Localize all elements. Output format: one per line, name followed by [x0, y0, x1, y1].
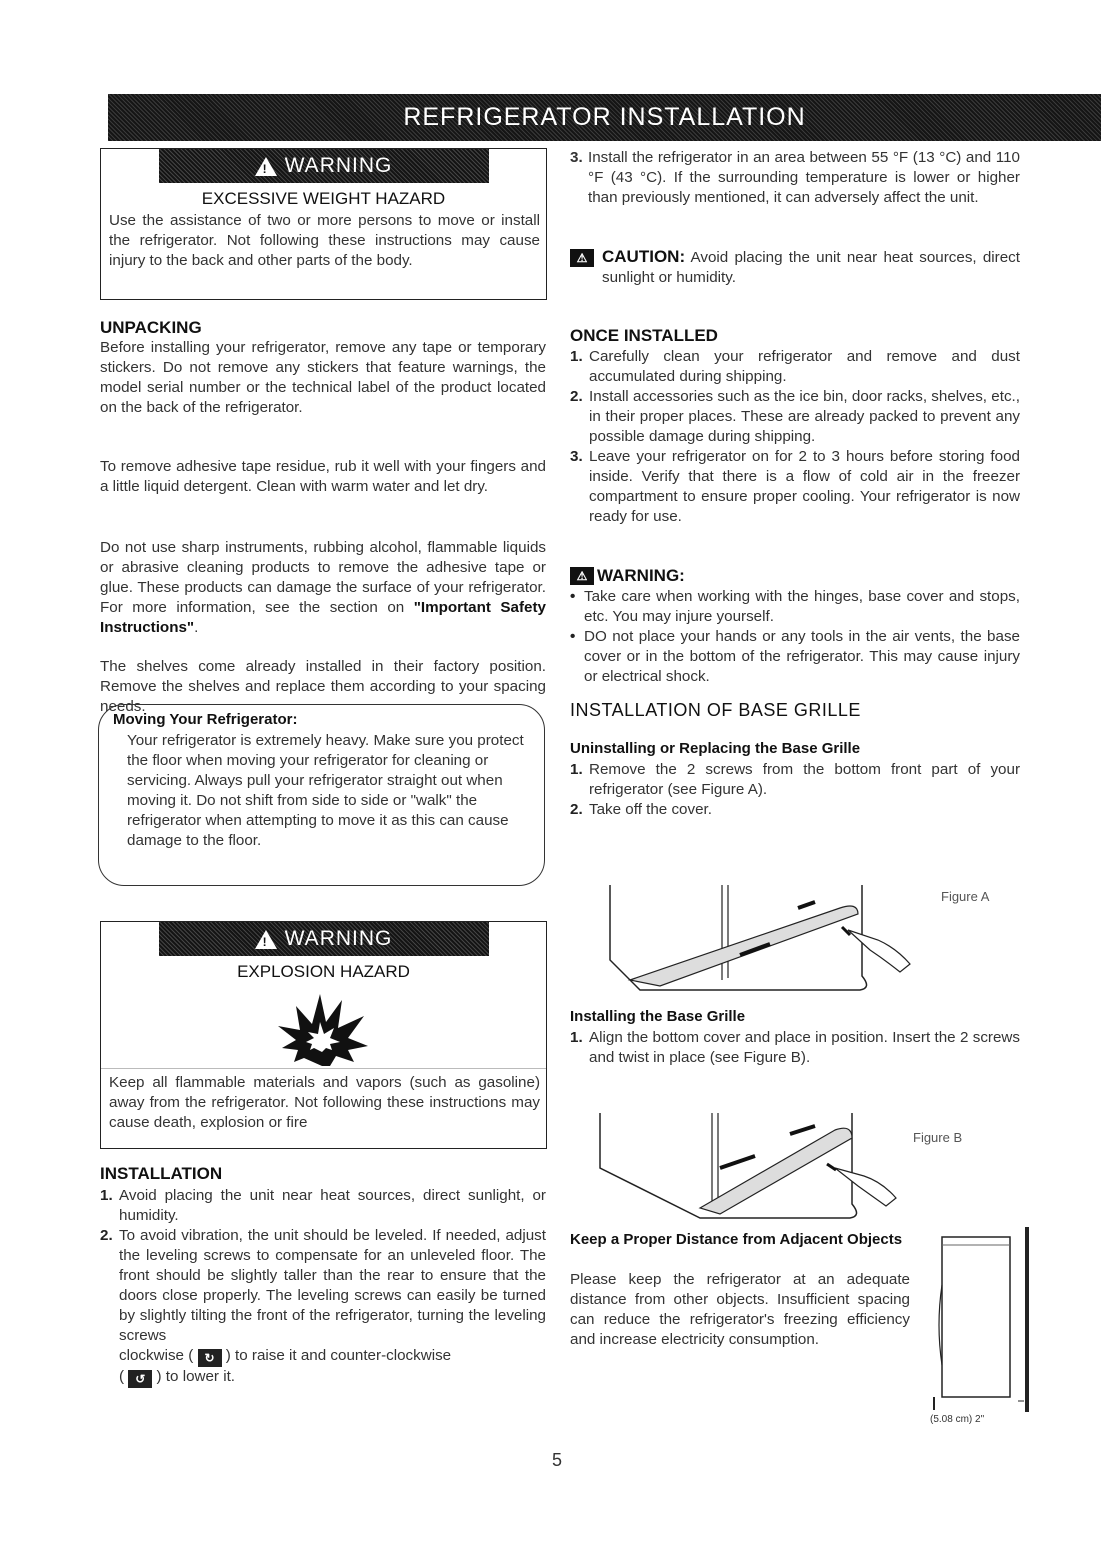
unpacking-title: UNPACKING — [100, 318, 202, 337]
caution-block: ⚠ CAUTION: Avoid placing the unit near heat sources, direct sunlight or humidity. — [570, 247, 1020, 288]
clockwise-line: clockwise ( ↻ ) to raise it and counter-clockwise — [119, 1347, 452, 1365]
moving-title: Moving Your Refrigerator: — [113, 711, 298, 728]
banner-title: REFRIGERATOR INSTALLATION — [403, 103, 806, 131]
warning-weight-title: EXCESSIVE WEIGHT HAZARD — [201, 189, 446, 208]
counterclockwise-line: ( ↺ ) to lower it. — [119, 1368, 236, 1386]
list-item: • DO not place your hands or any tools in the air vents, the base cover or in the bottom of the refrigerator. This may cause injury or electrical shock. — [570, 628, 1020, 685]
unpacking-p4: The shelves come already installed in their factory position. Remove the shelves and replace them according to your spacing needs. — [100, 658, 546, 715]
figure-b-illustration — [590, 1108, 920, 1228]
explosion-icon — [264, 988, 384, 1068]
list-item: 1. Avoid placing the unit near heat sources, direct sunlight, or humidity. — [100, 1187, 546, 1224]
warning-weight-box — [100, 148, 547, 300]
warning-icon: ⚠ — [570, 567, 594, 585]
explosion-text: Keep all flammable materials and vapors (such as gasoline) away from the refrigerator. Not following these instructions may cause death, explosion or fire — [101, 1068, 546, 1133]
page-banner — [108, 94, 1101, 141]
distance-title: Keep a Proper Distance from Adjacent Objects — [570, 1231, 903, 1248]
explosion-title: EXPLOSION HAZARD — [237, 962, 410, 981]
uninstall-list — [570, 760, 1020, 820]
list-item: • Take care when working with the hinges, base cover and stops, etc. You may injure yourself. — [570, 588, 1020, 625]
counterclockwise-icon: ↺ — [128, 1370, 152, 1388]
once-installed-list — [570, 347, 1020, 527]
list-item: 1. Remove the 2 screws from the bottom front part of your refrigerator (see Figure A). — [570, 761, 1020, 798]
install-temp-item: 3. Install the refrigerator in an area between 55 °F (13 °C) and 110 °F (43 °C). If the surrounding temperature is lower or higher than previously mentioned, it can adversely affect the unit. — [570, 149, 1020, 206]
warning-header: ! WARNING — [159, 149, 489, 183]
moving-box — [98, 704, 545, 886]
warning-icon — [255, 930, 277, 949]
install-subtitle: Installing the Base Grille — [570, 1008, 746, 1025]
installation-title: INSTALLATION — [100, 1164, 223, 1183]
warning-explosion-box — [100, 921, 547, 1149]
once-installed-title: ONCE INSTALLED — [570, 326, 718, 345]
warning3-list — [570, 587, 1020, 687]
warning-icon — [255, 157, 277, 176]
warning3-block: ⚠ WARNING: • Take care when working with the hinges, base cover and stops, etc. You may injure yourself. • DO not place your hands or any tools in the air vents, the base cover or in the bottom of the refrigerator. This may cause injury or electrical shock. — [570, 566, 1020, 685]
grille-title: INSTALLATION OF BASE GRILLE — [570, 700, 861, 720]
distance-measure: (5.08 cm) 2" — [930, 1414, 985, 1425]
caution-icon: ⚠ — [570, 249, 594, 267]
list-item: 2. To avoid vibration, the unit should be leveled. If needed, adjust the leveling screws to compensate for an unleveled floor. The front should be slightly taller than the rear to ensure that the doors close properly. The leveling screws can easily be turned by slightly tilting the front of the refrigerator, turning the leveling screws — [100, 1227, 546, 1344]
list-item: 2. Install accessories such as the ice bin, door racks, shelves, etc., in their proper places. These are already packed to prevent any possible damage during shipping. — [570, 388, 1020, 445]
unpacking-p2: To remove adhesive tape residue, rub it well with your fingers and a little liquid detergent. Clean with warm water and let dry. — [100, 458, 546, 495]
warning-header-2: ! WARNING — [159, 922, 489, 956]
distance-text: Please keep the refrigerator at an adequate distance from other objects. Insufficient spacing can reduce the refrigerator's freezing efficiency and increase electricity consumption. — [570, 1271, 910, 1348]
warning-weight-text: Use the assistance of two or more persons to move or install the refrigerator. Not following these instructions may cause injury to the back and other parts of the body. — [109, 212, 540, 269]
uninstall-subtitle: Uninstalling or Replacing the Base Grille — [570, 740, 861, 757]
list-item: 3. Leave your refrigerator on for 2 to 3 hours before storing food inside. Verify that there is a flow of cold air in the freezer compartment to ensure proper cooling. Your refrigerator is now ready for use. — [570, 448, 1020, 525]
moving-text: Your refrigerator is extremely heavy. Make sure you protect the floor when moving your refrigerator for cleaning or servicing. Always pull your refrigerator straight out when moving it. Do not shift from side to side or "walk" the refrigerator when attempting to move it as this can cause damage to the floor. — [127, 732, 524, 849]
figure-b-caption: Figure B — [913, 1130, 963, 1145]
clockwise-icon: ↻ — [198, 1349, 222, 1367]
list-item: 1. Align the bottom cover and place in position. Insert the 2 screws and twist in place (see Figure B). — [570, 1029, 1020, 1066]
list-item: 2. Take off the cover. — [570, 801, 712, 818]
list-item: 1. Carefully clean your refrigerator and remove and dust accumulated during shipping. — [570, 348, 1020, 385]
installation-list — [100, 1186, 546, 1346]
unpacking-p1: Before installing your refrigerator, remove any tape or temporary stickers. Do not remove any stickers that feature warnings, the model serial number or the technical label of the product located on the back of the refrigerator. — [100, 339, 546, 416]
figure-a-caption: Figure A — [941, 889, 990, 904]
install-list — [570, 1028, 1020, 1068]
distance-diagram — [930, 1225, 1030, 1425]
figure-a-illustration — [600, 880, 930, 1000]
page-number: 5 — [552, 1450, 563, 1470]
unpacking-p3: Do not use sharp instruments, rubbing alcohol, flammable liquids or abrasive cleaning products to remove the adhesive tape or glue. These products can damage the surface of your refrigerator. For more information, see the section on "Important Safety Instructions". — [100, 539, 546, 636]
